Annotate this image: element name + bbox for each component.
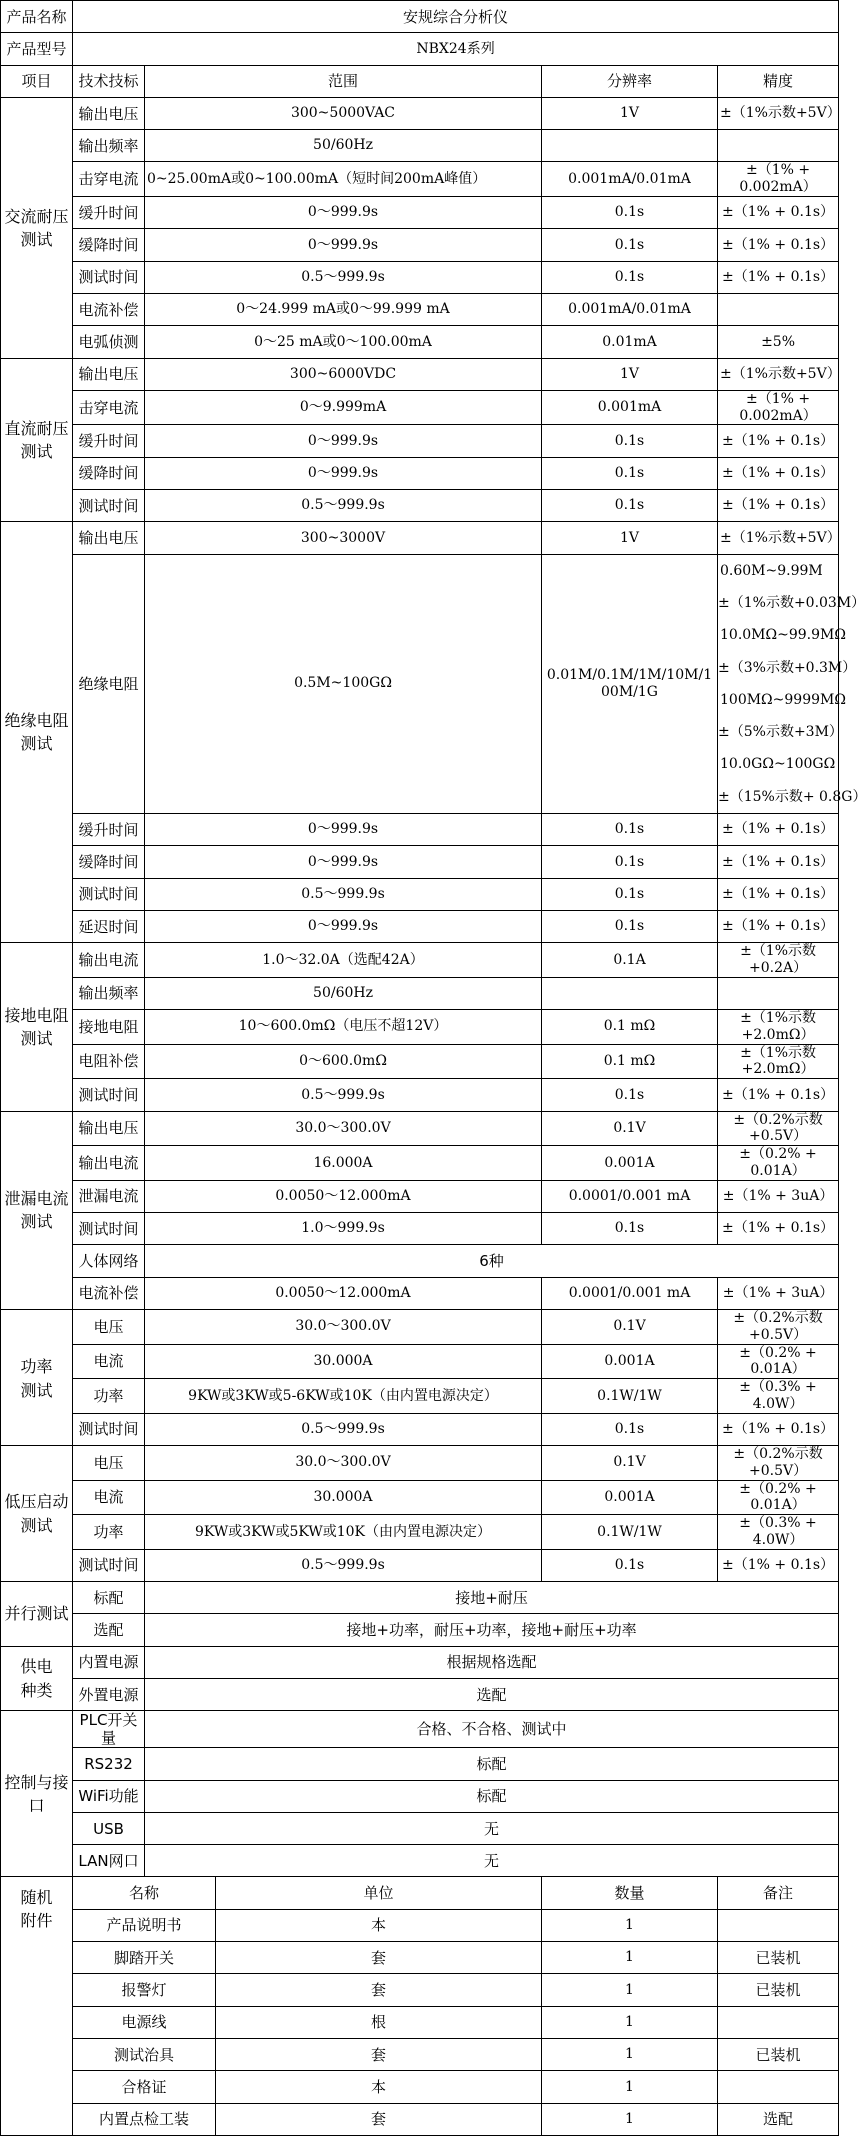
table-row bbox=[1, 326, 839, 358]
table-row bbox=[1, 1646, 839, 1678]
accessory-note bbox=[718, 1909, 839, 1941]
spec-param: 功率 bbox=[73, 1515, 145, 1550]
spec-range: 0～999.9s bbox=[145, 846, 542, 878]
spec-resolution: 0.0001/0.001 mA bbox=[542, 1180, 718, 1212]
column-header-unit: 单位 bbox=[216, 1877, 542, 1909]
spec-accuracy: ±（1%示数+5V） bbox=[718, 97, 839, 129]
spec-accuracy: ±（1%示数+5V） bbox=[718, 522, 839, 554]
spec-resolution: 0.1A bbox=[542, 943, 718, 978]
spec-param: 外置电源 bbox=[73, 1679, 145, 1711]
table-row bbox=[1, 261, 839, 293]
spec-value: 6种 bbox=[145, 1245, 839, 1277]
table-row bbox=[1, 522, 839, 554]
spec-value: 根据规格选配 bbox=[145, 1646, 839, 1678]
spec-accuracy: ±（1% + 0.1s） bbox=[718, 846, 839, 878]
section-supply-top: 供电 bbox=[1, 1646, 73, 1678]
table-row bbox=[1, 2071, 839, 2103]
spec-accuracy: ±（0.3% + 4.0W） bbox=[718, 1379, 839, 1414]
spec-resolution: 0.001A bbox=[542, 1344, 718, 1379]
spec-param: 内置电源 bbox=[73, 1646, 145, 1678]
spec-accuracy: ±（1% + 3uA） bbox=[718, 1277, 839, 1309]
spec-param: 电压 bbox=[73, 1309, 145, 1344]
spec-param: 测试时间 bbox=[73, 490, 145, 522]
spec-param: USB bbox=[73, 1812, 145, 1844]
table-row bbox=[1, 457, 839, 489]
spec-range: 0～999.9s bbox=[145, 197, 542, 229]
spec-range: 0～999.9s bbox=[145, 229, 542, 261]
spec-resolution: 0.1s bbox=[542, 425, 718, 457]
spec-accuracy: ±（0.2% + 0.01A） bbox=[718, 1146, 839, 1181]
table-row bbox=[1, 1614, 839, 1646]
spec-range: 30.0～300.0V bbox=[145, 1309, 542, 1344]
spec-resolution: 0.1V bbox=[542, 1309, 718, 1344]
table-row bbox=[1, 130, 839, 162]
table-row bbox=[1, 293, 839, 325]
table-row bbox=[1, 490, 839, 522]
spec-range: 300~6000VDC bbox=[145, 358, 542, 390]
spec-accuracy: ±（1% + 0.1s） bbox=[718, 814, 839, 846]
spec-resolution: 0.1s bbox=[542, 490, 718, 522]
table-row bbox=[1, 1549, 839, 1581]
spec-param: 测试时间 bbox=[73, 261, 145, 293]
spec-param: 电压 bbox=[73, 1446, 145, 1481]
table-row bbox=[1, 1413, 839, 1445]
spec-param: 功率 bbox=[73, 1379, 145, 1414]
spec-param: WiFi功能 bbox=[73, 1780, 145, 1812]
table-row bbox=[1, 390, 839, 425]
product-model-value: NBX24系列 bbox=[73, 33, 839, 65]
spec-accuracy: ±（1% + 0.1s） bbox=[718, 910, 839, 942]
table-row bbox=[1, 1909, 839, 1941]
accessory-unit: 根 bbox=[216, 2006, 542, 2038]
table-row bbox=[1, 1446, 839, 1481]
table-row bbox=[1, 977, 839, 1009]
table-row bbox=[1, 2038, 839, 2070]
spec-range: 0～600.0mΩ bbox=[145, 1044, 542, 1079]
spec-param: 缓升时间 bbox=[73, 197, 145, 229]
table-row bbox=[1, 1277, 839, 1309]
spec-param: 电流 bbox=[73, 1480, 145, 1515]
spec-resolution: 0.1s bbox=[542, 846, 718, 878]
accessory-qty: 1 bbox=[542, 2071, 718, 2103]
spec-resolution: 0.001A bbox=[542, 1480, 718, 1515]
spec-resolution: 0.1s bbox=[542, 229, 718, 261]
spec-range: 0.5～999.9s bbox=[145, 1079, 542, 1111]
spec-resolution: 0.1s bbox=[542, 910, 718, 942]
spec-range: 0～24.999 mA或0～99.999 mA bbox=[145, 293, 542, 325]
table-row bbox=[1, 1845, 839, 1877]
product-model-label: 产品型号 bbox=[1, 33, 73, 65]
spec-resolution: 0.1s bbox=[542, 457, 718, 489]
accessory-qty: 1 bbox=[542, 2038, 718, 2070]
product-name-value: 安规综合分析仪 bbox=[73, 1, 839, 33]
accessory-name: 内置点检工装 bbox=[73, 2103, 216, 2135]
section-accessories-bottom: 附件 bbox=[1, 1909, 73, 2135]
spec-accuracy: ±（1% + 0.1s） bbox=[718, 229, 839, 261]
spec-accuracy: ±（0.2% + 0.01A） bbox=[718, 1480, 839, 1515]
table-row bbox=[1, 197, 839, 229]
table-row bbox=[1, 97, 839, 129]
spec-resolution: 0.1 mΩ bbox=[542, 1044, 718, 1079]
table-row bbox=[1, 846, 839, 878]
spec-range: 30.0～300.0V bbox=[145, 1111, 542, 1146]
spec-resolution: 0.01M/0.1M/1M/10M/100M/1G bbox=[542, 554, 718, 813]
spec-param: 延迟时间 bbox=[73, 910, 145, 942]
table-row bbox=[1, 1213, 839, 1245]
spec-resolution: 1V bbox=[542, 97, 718, 129]
spec-param: 电流补偿 bbox=[73, 1277, 145, 1309]
spec-resolution bbox=[542, 130, 718, 162]
table-row bbox=[1, 1679, 839, 1711]
table-row bbox=[1, 162, 839, 197]
accessory-qty: 1 bbox=[542, 2006, 718, 2038]
spec-param: 人体网络 bbox=[73, 1245, 145, 1277]
spec-param: 输出电压 bbox=[73, 1111, 145, 1146]
accessory-unit: 套 bbox=[216, 2038, 542, 2070]
accessory-unit: 本 bbox=[216, 1909, 542, 1941]
accessory-note: 已装机 bbox=[718, 2038, 839, 2070]
table-row bbox=[1, 1748, 839, 1780]
accuracy-line: 100MΩ~9999MΩ bbox=[720, 691, 846, 708]
spec-param: 输出电压 bbox=[73, 97, 145, 129]
accuracy-line: 10.0MΩ~99.9MΩ bbox=[720, 627, 846, 644]
spec-accuracy: ±（1%示数+5V） bbox=[718, 358, 839, 390]
table-row bbox=[1, 814, 839, 846]
spec-param: 输出电流 bbox=[73, 1146, 145, 1181]
spec-accuracy bbox=[718, 977, 839, 1009]
spec-value: 无 bbox=[145, 1812, 839, 1844]
table-row bbox=[1, 1344, 839, 1379]
spec-value: 接地+耐压 bbox=[145, 1582, 839, 1614]
spec-param: 接地电阻 bbox=[73, 1010, 145, 1045]
spec-range: 0～9.999mA bbox=[145, 390, 542, 425]
spec-accuracy: ±（0.2% + 0.01A） bbox=[718, 1344, 839, 1379]
spec-param: 标配 bbox=[73, 1582, 145, 1614]
table-row bbox=[1, 1111, 839, 1146]
spec-param: 输出频率 bbox=[73, 977, 145, 1009]
spec-param: 泄漏电流 bbox=[73, 1180, 145, 1212]
spec-range: 1.0～32.0A（选配42A） bbox=[145, 943, 542, 978]
table-row bbox=[1, 554, 839, 813]
accessory-name: 脚踏开关 bbox=[73, 1942, 216, 1974]
accessory-unit: 套 bbox=[216, 2103, 542, 2135]
spec-accuracy: ±（1% + 0.1s） bbox=[718, 457, 839, 489]
table-row bbox=[1, 1010, 839, 1045]
table-row bbox=[1, 1146, 839, 1181]
accessory-note: 选配 bbox=[718, 2103, 839, 2135]
spec-resolution: 0.1s bbox=[542, 197, 718, 229]
accessory-note bbox=[718, 2006, 839, 2038]
spec-accuracy: ±（1% + 0.002mA） bbox=[718, 162, 839, 197]
spec-range: 0～999.9s bbox=[145, 910, 542, 942]
section-power-top: 功率 bbox=[1, 1309, 73, 1378]
spec-accuracy: ±（1% + 0.1s） bbox=[718, 261, 839, 293]
spec-resolution: 0.1s bbox=[542, 1213, 718, 1245]
spec-accuracy: ±（1% + 0.1s） bbox=[718, 197, 839, 229]
accessory-name: 产品说明书 bbox=[73, 1909, 216, 1941]
table-row bbox=[1, 1780, 839, 1812]
spec-value: 标配 bbox=[145, 1748, 839, 1780]
spec-accuracy: ±（0.2%示数+0.5V） bbox=[718, 1309, 839, 1344]
table-row bbox=[1, 1480, 839, 1515]
spec-param: 击穿电流 bbox=[73, 162, 145, 197]
column-header-accuracy: 精度 bbox=[718, 65, 839, 97]
spec-param: 缓降时间 bbox=[73, 846, 145, 878]
spec-resolution: 0.001mA/0.01mA bbox=[542, 162, 718, 197]
spec-range: 0~25.00mA或0~100.00mA（短时间200mA峰值） bbox=[145, 162, 542, 197]
spec-range: 0.0050～12.000mA bbox=[145, 1277, 542, 1309]
table-row bbox=[1, 1942, 839, 1974]
spec-resolution: 1V bbox=[542, 358, 718, 390]
accuracy-line: ±（1%示数+0.03M） bbox=[718, 594, 866, 611]
spec-accuracy: ±（1%示数+2.0mΩ） bbox=[718, 1044, 839, 1079]
spec-range: 0.5M~100GΩ bbox=[145, 554, 542, 813]
accessory-name: 合格证 bbox=[73, 2071, 216, 2103]
spec-range: 10～600.0mΩ（电压不超12V） bbox=[145, 1010, 542, 1045]
spec-resolution: 1V bbox=[542, 522, 718, 554]
accessory-name: 报警灯 bbox=[73, 1974, 216, 2006]
table-row bbox=[1, 1, 839, 33]
table-row bbox=[1, 33, 839, 65]
spec-param: 电流补偿 bbox=[73, 293, 145, 325]
spec-resolution: 0.01mA bbox=[542, 326, 718, 358]
table-row bbox=[1, 1582, 839, 1614]
section-accessories-top: 随机 bbox=[1, 1877, 73, 1909]
table-row bbox=[1, 358, 839, 390]
column-header-resolution: 分辨率 bbox=[542, 65, 718, 97]
spec-resolution: 0.1s bbox=[542, 1413, 718, 1445]
spec-param: 缓升时间 bbox=[73, 814, 145, 846]
accuracy-line: 0.60M~9.99M bbox=[720, 562, 823, 579]
accuracy-line: ±（15%示数+ 0.8G） bbox=[718, 788, 866, 805]
table-row bbox=[1, 2006, 839, 2038]
spec-range: 0～999.9s bbox=[145, 814, 542, 846]
spec-resolution: 0.1s bbox=[542, 261, 718, 293]
spec-accuracy: ±（1% + 0.1s） bbox=[718, 490, 839, 522]
accessory-note: 已装机 bbox=[718, 1942, 839, 1974]
spec-range: 30.000A bbox=[145, 1480, 542, 1515]
spec-param: 缓降时间 bbox=[73, 457, 145, 489]
spec-resolution: 0.1s bbox=[542, 814, 718, 846]
spec-param: 电弧侦测 bbox=[73, 326, 145, 358]
spec-accuracy: ±（0.3% + 4.0W） bbox=[718, 1515, 839, 1550]
accessory-qty: 1 bbox=[542, 1909, 718, 1941]
section-leakage: 泄漏电流测试 bbox=[1, 1111, 73, 1309]
spec-range: 0.0050～12.000mA bbox=[145, 1180, 542, 1212]
spec-param: RS232 bbox=[73, 1748, 145, 1780]
spec-resolution: 0.1s bbox=[542, 1079, 718, 1111]
spec-resolution: 0.1s bbox=[542, 1549, 718, 1581]
accessory-name: 电源线 bbox=[73, 2006, 216, 2038]
spec-range: 30.000A bbox=[145, 1344, 542, 1379]
spec-resolution: 0.1W/1W bbox=[542, 1379, 718, 1414]
spec-accuracy: ±（1%示数+0.2A） bbox=[718, 943, 839, 978]
spec-param: 输出频率 bbox=[73, 130, 145, 162]
spec-param: 选配 bbox=[73, 1614, 145, 1646]
spec-accuracy: ±（1% + 0.1s） bbox=[718, 1079, 839, 1111]
column-header-qty: 数量 bbox=[542, 1877, 718, 1909]
accessory-qty: 1 bbox=[542, 2103, 718, 2135]
spec-param: 测试时间 bbox=[73, 878, 145, 910]
spec-param: 缓升时间 bbox=[73, 425, 145, 457]
spec-accuracy: ±（0.2%示数+0.5V） bbox=[718, 1446, 839, 1481]
spec-param: 输出电压 bbox=[73, 522, 145, 554]
section-parallel: 并行测试 bbox=[1, 1582, 73, 1647]
table-row bbox=[1, 943, 839, 978]
spec-range: 0～999.9s bbox=[145, 457, 542, 489]
spec-resolution: 0.1V bbox=[542, 1111, 718, 1146]
accessory-unit: 套 bbox=[216, 1974, 542, 2006]
spec-param: 电阻补偿 bbox=[73, 1044, 145, 1079]
column-header-note: 备注 bbox=[718, 1877, 839, 1909]
spec-accuracy: ±（0.2%示数+0.5V） bbox=[718, 1111, 839, 1146]
section-dc-withstand: 直流耐压测试 bbox=[1, 358, 73, 522]
table-row bbox=[1, 1812, 839, 1844]
spec-accuracy: ±（1% + 0.1s） bbox=[718, 425, 839, 457]
section-power-bottom: 测试 bbox=[1, 1379, 73, 1446]
table-row bbox=[1, 1711, 839, 1748]
spec-param: PLC开关量 bbox=[73, 1711, 145, 1748]
spec-range: 0.5～999.9s bbox=[145, 878, 542, 910]
section-supply-bottom: 种类 bbox=[1, 1679, 73, 1711]
spec-param: 测试时间 bbox=[73, 1079, 145, 1111]
spec-range: 0.5～999.9s bbox=[145, 261, 542, 293]
column-header-range: 范围 bbox=[145, 65, 542, 97]
spec-accuracy: ±（1%示数+2.0mΩ） bbox=[718, 1010, 839, 1045]
table-row bbox=[1, 1079, 839, 1111]
accessory-name: 测试治具 bbox=[73, 2038, 216, 2070]
spec-value: 无 bbox=[145, 1845, 839, 1877]
accuracy-line: ±（5%示数+3M） bbox=[718, 724, 843, 741]
spec-range: 1.0～999.9s bbox=[145, 1213, 542, 1245]
spec-value: 接地+功率，耐压+功率，接地+耐压+功率 bbox=[145, 1614, 839, 1646]
spec-resolution: 0.0001/0.001 mA bbox=[542, 1277, 718, 1309]
spec-accuracy bbox=[718, 130, 839, 162]
table-row bbox=[1, 65, 839, 97]
spec-range: 300~3000V bbox=[145, 522, 542, 554]
column-header-spec: 技术技标 bbox=[73, 65, 145, 97]
spec-param: 输出电压 bbox=[73, 358, 145, 390]
accuracy-lines bbox=[718, 555, 866, 813]
spec-range: 300~5000VAC bbox=[145, 97, 542, 129]
spec-resolution: 0.001A bbox=[542, 1146, 718, 1181]
table-row bbox=[1, 878, 839, 910]
spec-accuracy-list bbox=[718, 554, 866, 813]
spec-resolution: 0.001mA bbox=[542, 390, 718, 425]
spec-range: 0.5～999.9s bbox=[145, 490, 542, 522]
table-row bbox=[1, 229, 839, 261]
spec-range: 0～25 mA或0～100.00mA bbox=[145, 326, 542, 358]
spec-param: 输出电流 bbox=[73, 943, 145, 978]
spec-range: 16.000A bbox=[145, 1146, 542, 1181]
accuracy-line: ±（3%示数+0.3M） bbox=[718, 659, 857, 676]
spec-accuracy: ±（1% + 0.1s） bbox=[718, 1213, 839, 1245]
spec-value: 选配 bbox=[145, 1679, 839, 1711]
spec-param: 绝缘电阻 bbox=[73, 554, 145, 813]
spec-param: 测试时间 bbox=[73, 1213, 145, 1245]
spec-range: 0.5～999.9s bbox=[145, 1549, 542, 1581]
spec-accuracy bbox=[718, 293, 839, 325]
table-row bbox=[1, 1974, 839, 2006]
spec-accuracy: ±（1% + 0.1s） bbox=[718, 878, 839, 910]
table-row bbox=[1, 1180, 839, 1212]
spec-range: 50/60Hz bbox=[145, 130, 542, 162]
spec-param: 电流 bbox=[73, 1344, 145, 1379]
table-row bbox=[1, 1515, 839, 1550]
accessory-unit: 套 bbox=[216, 1942, 542, 1974]
spec-param: 测试时间 bbox=[73, 1549, 145, 1581]
table-row bbox=[1, 1379, 839, 1414]
spec-range: 50/60Hz bbox=[145, 977, 542, 1009]
spec-param: LAN网口 bbox=[73, 1845, 145, 1877]
column-header-name: 名称 bbox=[73, 1877, 216, 1909]
accessory-note: 已装机 bbox=[718, 1974, 839, 2006]
section-ac-withstand: 交流耐压测试 bbox=[1, 97, 73, 358]
section-low-voltage: 低压启动测试 bbox=[1, 1446, 73, 1582]
spec-accuracy: ±（1% + 3uA） bbox=[718, 1180, 839, 1212]
accessory-note bbox=[718, 2071, 839, 2103]
table-row bbox=[1, 2103, 839, 2135]
product-name-label: 产品名称 bbox=[1, 1, 73, 33]
accessory-unit: 本 bbox=[216, 2071, 542, 2103]
table-row bbox=[1, 1044, 839, 1079]
accessory-qty: 1 bbox=[542, 1942, 718, 1974]
spec-range: 9KW或3KW或5KW或10K（由内置电源决定） bbox=[145, 1515, 542, 1550]
spec-param: 缓降时间 bbox=[73, 229, 145, 261]
spec-range: 0.5～999.9s bbox=[145, 1413, 542, 1445]
table-row bbox=[1, 910, 839, 942]
spec-param: 测试时间 bbox=[73, 1413, 145, 1445]
table-row bbox=[1, 1245, 839, 1277]
spec-resolution: 0.1s bbox=[542, 878, 718, 910]
spec-value: 标配 bbox=[145, 1780, 839, 1812]
spec-range: 9KW或3KW或5-6KW或10K（由内置电源决定） bbox=[145, 1379, 542, 1414]
column-header-item: 项目 bbox=[1, 65, 73, 97]
spec-accuracy: ±5% bbox=[718, 326, 839, 358]
accessory-qty: 1 bbox=[542, 1974, 718, 2006]
section-control: 控制与接口 bbox=[1, 1711, 73, 1877]
table-row bbox=[1, 1309, 839, 1344]
spec-value: 合格、不合格、测试中 bbox=[145, 1711, 839, 1748]
spec-resolution: 0.1 mΩ bbox=[542, 1010, 718, 1045]
accuracy-line: 10.0GΩ~100GΩ bbox=[720, 756, 836, 773]
table-row bbox=[1, 1877, 839, 1909]
spec-accuracy: ±（1% + 0.1s） bbox=[718, 1413, 839, 1445]
section-ground: 接地电阻测试 bbox=[1, 943, 73, 1111]
spec-param: 击穿电流 bbox=[73, 390, 145, 425]
spec-resolution: 0.1W/1W bbox=[542, 1515, 718, 1550]
table-row bbox=[1, 425, 839, 457]
spec-resolution bbox=[542, 977, 718, 1009]
spec-accuracy: ±（1% + 0.1s） bbox=[718, 1549, 839, 1581]
spec-range: 0～999.9s bbox=[145, 425, 542, 457]
spec-accuracy: ±（1% + 0.002mA） bbox=[718, 390, 839, 425]
spec-resolution: 0.001mA/0.01mA bbox=[542, 293, 718, 325]
section-insulation: 绝缘电阻测试 bbox=[1, 522, 73, 943]
spec-range: 30.0～300.0V bbox=[145, 1446, 542, 1481]
spec-resolution: 0.1V bbox=[542, 1446, 718, 1481]
